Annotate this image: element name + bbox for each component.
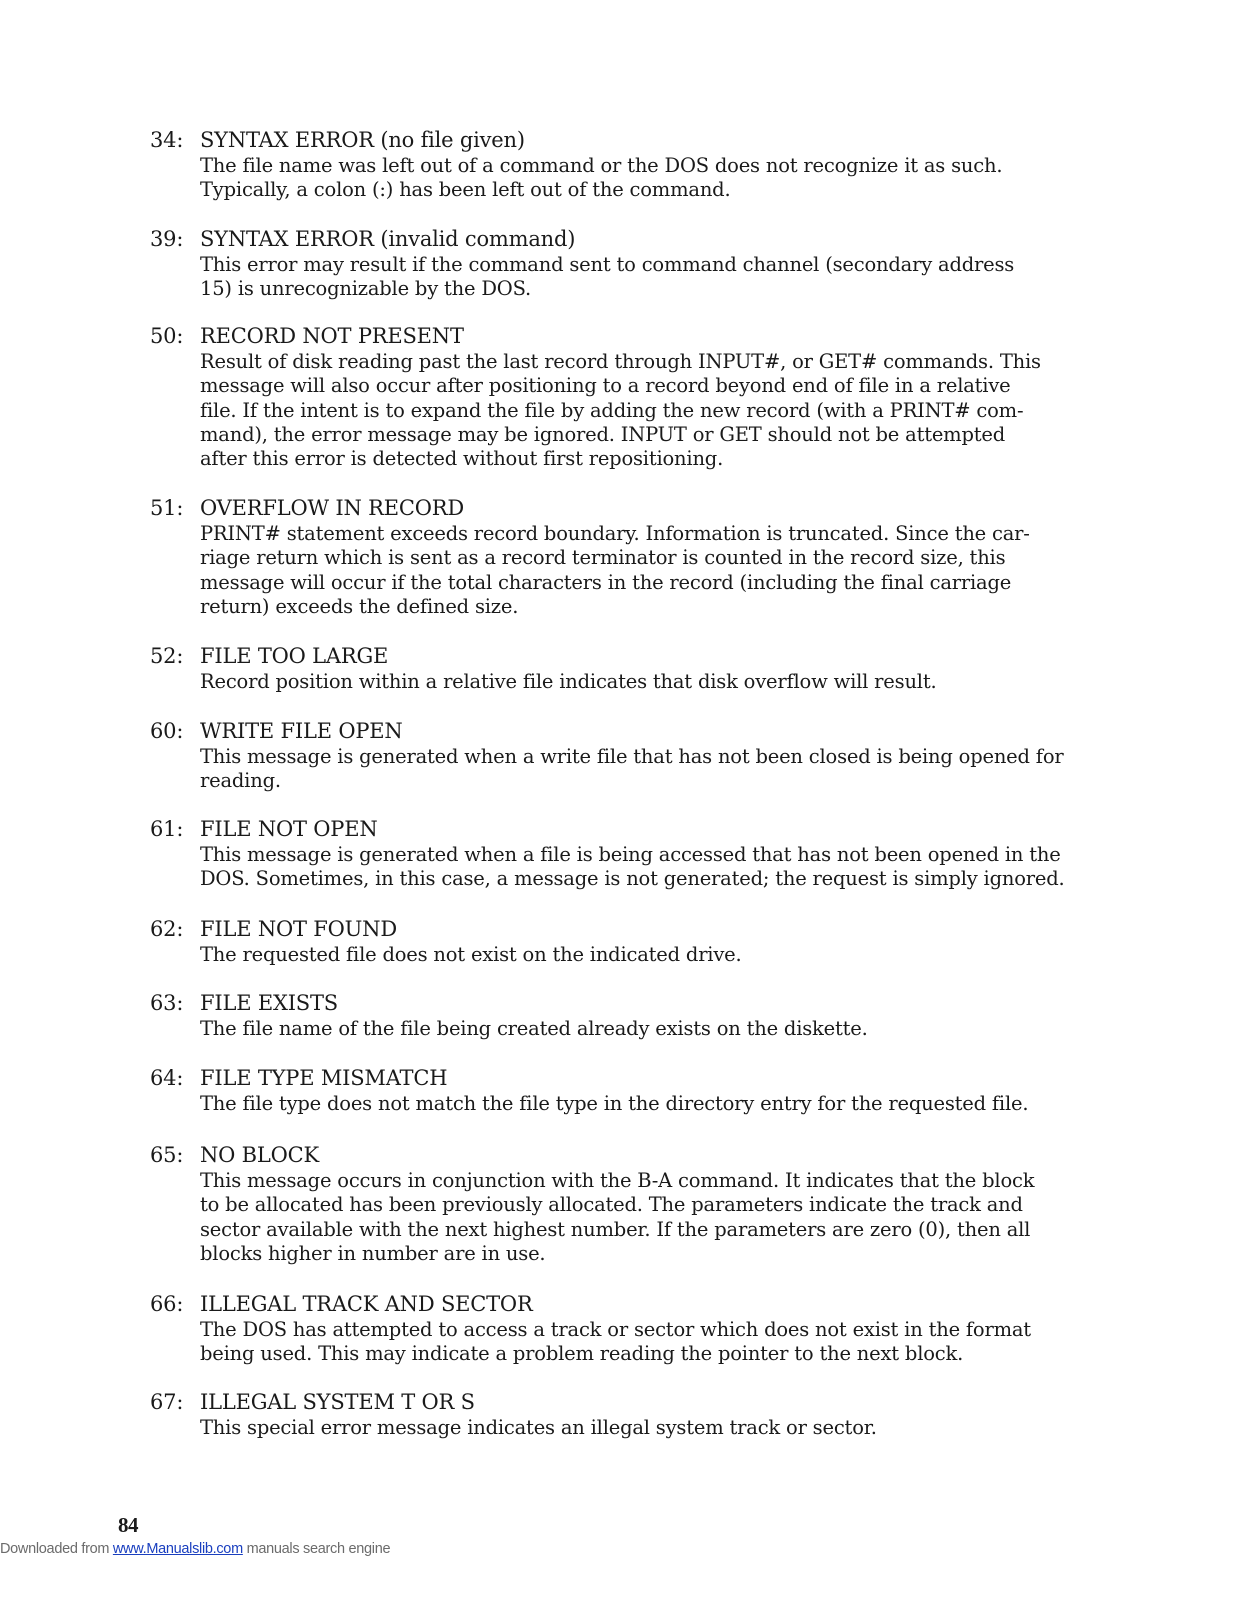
manualslib-link[interactable]: www.Manualslib.com [112, 1541, 243, 1557]
error-entry-64 [150, 1066, 1050, 1116]
error-description [200, 1092, 1050, 1116]
description-line: to be allocated has been previously allocated. The parameters indicate the track and [200, 1193, 1023, 1217]
error-entry-60 [150, 719, 1064, 794]
error-code: 64: [150, 1066, 184, 1090]
error-code: 50: [150, 324, 184, 348]
error-title: RECORD NOT PRESENT [200, 324, 464, 348]
entry-heading [150, 496, 1050, 520]
entry-heading [150, 1143, 1050, 1167]
description-line: This message is generated when a file is being accessed that has not been opened in the [200, 843, 1061, 866]
description-line: The file name was left out of a command or the DOS does not recognize it as such. [200, 154, 1003, 177]
error-description [200, 154, 1050, 203]
error-code: 34: [150, 128, 184, 152]
error-title: OVERFLOW IN RECORD [200, 496, 464, 520]
error-entry-63 [150, 991, 1050, 1041]
error-entry-51 [150, 496, 1050, 619]
description-line: DOS. Sometimes, in this case, a message is not generated; the request is simply ignored. [200, 867, 1065, 891]
error-entry-39 [150, 227, 1050, 302]
description-line: blocks higher in number are in use. [200, 1241, 546, 1265]
error-description [200, 670, 1050, 694]
error-description [200, 1169, 1050, 1266]
description-line: reading. [200, 769, 281, 793]
description-line: Result of disk reading past the last record through INPUT#, or GET# commands. This [200, 350, 1041, 373]
error-description [200, 522, 1050, 619]
error-description [200, 1416, 1050, 1440]
description-line: Typically, a colon (:) has been left out of the command. [200, 178, 731, 202]
error-title: FILE NOT FOUND [200, 917, 397, 941]
description-line: 15) is unrecognizable by the DOS. [200, 277, 532, 301]
error-title: SYNTAX ERROR (invalid command) [200, 227, 576, 251]
description-line: being used. This may indicate a problem reading the pointer to the next block. [200, 1342, 964, 1366]
error-title: FILE NOT OPEN [200, 817, 378, 841]
error-description [200, 843, 1065, 892]
error-title: FILE TYPE MISMATCH [200, 1066, 448, 1090]
entry-heading [150, 324, 1050, 348]
error-title: ILLEGAL SYSTEM T OR S [200, 1390, 475, 1414]
entry-heading [150, 991, 1050, 1015]
error-title: FILE EXISTS [200, 991, 338, 1015]
entry-heading [150, 1390, 1050, 1414]
description-line: PRINT# statement exceeds record boundary. Information is truncated. Since the car- [200, 522, 1030, 545]
description-line: The file type does not match the file type in the directory entry for the requested file. [200, 1092, 1029, 1115]
description-line: The DOS has attempted to access a track or sector which does not exist in the format [200, 1318, 1031, 1341]
error-description [200, 1318, 1050, 1367]
description-line: The file name of the file being created already exists on the diskette. [200, 1017, 868, 1040]
error-code: 66: [150, 1292, 184, 1316]
entry-heading [150, 917, 1050, 941]
description-line: riage return which is sent as a record terminator is counted in the record size, this [200, 546, 1006, 570]
description-line: This error may result if the command sent to command channel (secondary address [200, 253, 1015, 276]
error-title: ILLEGAL TRACK AND SECTOR [200, 1292, 533, 1316]
entry-heading [150, 644, 1050, 668]
error-code: 60: [150, 719, 184, 743]
error-code: 39: [150, 227, 184, 251]
error-description [200, 350, 1050, 471]
error-code: 62: [150, 917, 184, 941]
error-entry-66 [150, 1292, 1050, 1367]
error-entry-67 [150, 1390, 1050, 1440]
error-title: NO BLOCK [200, 1143, 320, 1167]
error-entry-34 [150, 128, 1050, 203]
error-entry-50 [150, 324, 1050, 471]
error-code: 51: [150, 496, 184, 520]
description-line: Record position within a relative file indicates that disk overflow will result. [200, 670, 937, 693]
entry-heading [150, 1292, 1050, 1316]
description-line: message will also occur after positioning to a record beyond end of file in a relative [200, 374, 1011, 398]
description-line: sector available with the next highest number. If the parameters are zero (0), then all [200, 1217, 1031, 1241]
error-description [200, 1017, 1050, 1041]
error-entry-65 [150, 1143, 1050, 1266]
description-line: This message is generated when a write file that has not been closed is being opened for [200, 745, 1064, 768]
error-code: 67: [150, 1390, 184, 1414]
entry-heading [150, 1066, 1050, 1090]
error-title: SYNTAX ERROR (no file given) [200, 128, 525, 152]
error-code: 65: [150, 1143, 184, 1167]
footer-suffix: manuals search engine [242, 1541, 391, 1557]
error-title: FILE TOO LARGE [200, 644, 389, 668]
footer-prefix: Downloaded from [0, 1541, 113, 1557]
error-code: 52: [150, 644, 184, 668]
page-number: 84 [118, 1513, 138, 1537]
description-line: This message occurs in conjunction with the B-A command. It indicates that the block [200, 1169, 1035, 1192]
entry-heading [150, 719, 1050, 743]
error-description [200, 943, 1050, 967]
entry-heading [150, 128, 1050, 152]
error-description [200, 745, 1064, 794]
description-line: file. If the intent is to expand the file by adding the new record (with a PRINT# com- [200, 398, 1024, 422]
error-title: WRITE FILE OPEN [200, 719, 403, 743]
error-code: 63: [150, 991, 184, 1015]
description-line: This special error message indicates an illegal system track or sector. [200, 1416, 877, 1439]
entry-heading [150, 227, 1050, 251]
description-line: mand), the error message may be ignored. INPUT or GET should not be attempted [200, 422, 1006, 446]
description-line: The requested file does not exist on the indicated drive. [200, 943, 742, 966]
description-line: after this error is detected without first repositioning. [200, 447, 724, 471]
description-line: message will occur if the total characters in the record (including the final carriage [200, 570, 1012, 594]
download-footer [0, 1541, 390, 1557]
entry-heading [150, 817, 1050, 841]
description-line: return) exceeds the defined size. [200, 594, 519, 618]
error-entry-52 [150, 644, 1050, 694]
error-entry-61 [150, 817, 1065, 892]
error-code: 61: [150, 817, 184, 841]
error-description [200, 253, 1050, 302]
error-entry-62 [150, 917, 1050, 967]
